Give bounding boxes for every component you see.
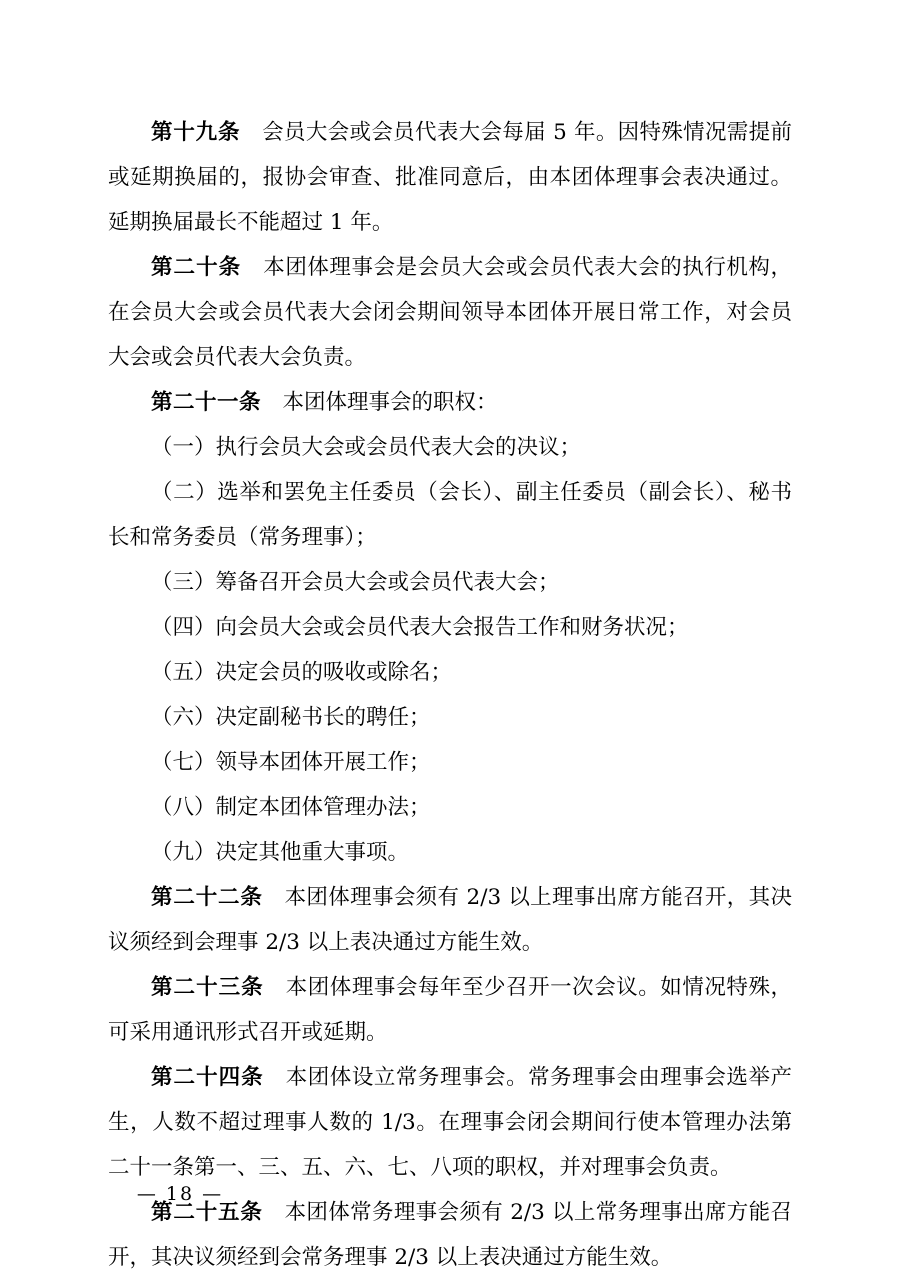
article-number: 第二十条 — [151, 255, 242, 280]
clause-item: （二）选举和罢免主任委员（会长）、副主任委员（副会长）、秘书长和常务委员（常务理事）； — [108, 480, 792, 550]
page-footer — [0, 1183, 900, 1205]
article-text: 本团体理事会须有 2/3 以上理事出席方能召开，其决议须经到会理事 2/3 以上表决通过方能生效。 — [108, 885, 792, 955]
article-number: 第二十三条 — [151, 975, 264, 1000]
article-text: 会员大会或会员代表大会每届 5 年。因特殊情况需提前或延期换届的，报协会审查、批准同意后，由本团体理事会表决通过。延期换届最长不能超过 1 年。 — [108, 120, 792, 235]
clause-item: （五）决定会员的吸收或除名； — [151, 660, 453, 685]
article-number: 第二十五条 — [151, 1200, 263, 1225]
article-paragraph — [108, 1055, 792, 1190]
article-text: 本团体常务理事会须有 2/3 以上常务理事出席方能召开，其决议须经到会常务理事 2/3 以上表决通过方能生效。 — [108, 1200, 792, 1270]
clause-item: （八）制定本团体管理办法； — [151, 795, 431, 820]
article-paragraph — [108, 110, 792, 245]
article-paragraph — [108, 245, 792, 380]
clause-item: （六）决定副秘书长的聘任； — [151, 705, 431, 730]
clause-item: （四）向会员大会或会员代表大会报告工作和财务状况； — [151, 615, 689, 640]
article-text: 本团体设立常务理事会。常务理事会由理事会选举产生，人数不超过理事人数的 1/3。在理事会闭会期间行使本管理办法第二十一条第一、三、五、六、七、八项的职权，并对理事会负责。 — [108, 1065, 792, 1180]
clause-item: （九）决定其他重大事项。 — [151, 840, 410, 865]
article-number: 第二十二条 — [151, 885, 263, 910]
article-paragraph — [108, 380, 792, 425]
article-text: 本团体理事会的职权： — [282, 390, 498, 415]
article-number: 第二十四条 — [151, 1065, 264, 1090]
article-number: 第二十一条 — [151, 390, 262, 415]
clause-item: （一）执行会员大会或会员代表大会的决议； — [151, 435, 582, 460]
article-text: 本团体理事会每年至少召开一次会议。如情况特殊，可采用通讯形式召开或延期。 — [108, 975, 792, 1045]
article-text: 本团体理事会是会员大会或会员代表大会的执行机构，在会员大会或会员代表大会闭会期间领导本团体开展日常工作，对会员大会或会员代表大会负责。 — [108, 255, 792, 370]
article-paragraph — [108, 875, 792, 965]
article-number: 第十九条 — [151, 120, 241, 145]
page-number: — 18 — — [136, 1183, 224, 1205]
document-body — [108, 110, 792, 1280]
clause-item: （三）筹备召开会员大会或会员代表大会； — [151, 570, 560, 595]
article-paragraph — [108, 965, 792, 1055]
clause-item: （七）领导本团体开展工作； — [151, 750, 431, 775]
